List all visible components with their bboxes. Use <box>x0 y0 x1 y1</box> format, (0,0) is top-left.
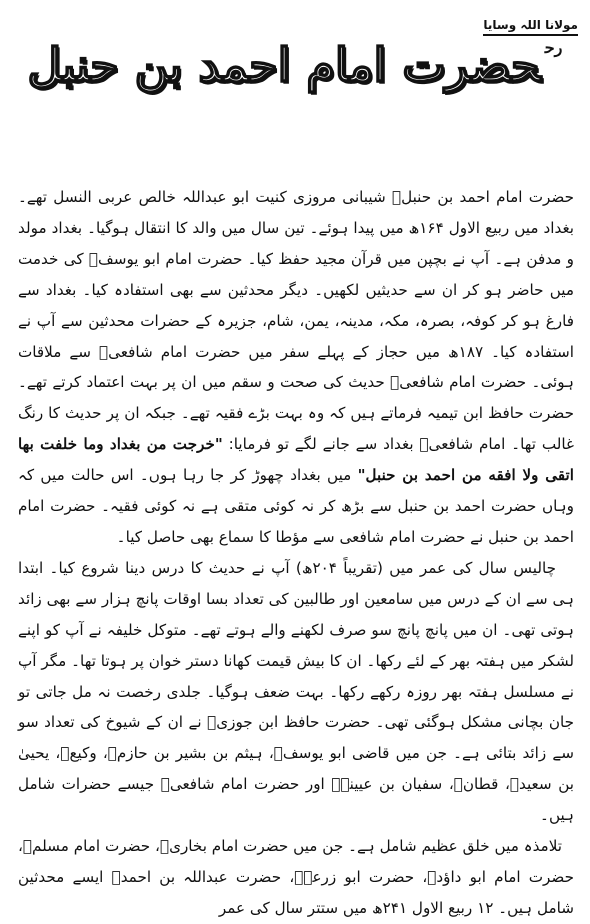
paragraph <box>18 553 574 831</box>
paragraph <box>18 182 574 553</box>
article-body <box>18 182 574 924</box>
paragraph-text: تلامذہ میں خلق عظیم شامل ہے۔ جن میں حضرت امام بخاریؒ، حضرت امام مسلمؒ، حضرت امام ابو داؤدؒ، حضرت ابو زرعہؒ، حضرت عبداللہ بن احمدؒ ایسے محدثین شامل ہیں۔ ۱۲ ربیع الاول ۲۴۱ھ میں ستتر سال کی عمر <box>18 837 574 917</box>
article-title-text: حضرت امام احمد بن حنبل <box>27 38 541 92</box>
article-title <box>28 38 563 92</box>
title-banner <box>0 38 590 92</box>
arabic-quote: "خرجت من بغداد وما خلفت بها اتقی ولا افقه من احمد بن حنبل" <box>18 435 574 485</box>
paragraph-text: میں بغداد چھوڑ کر جا رہا ہوں۔ اس حالت میں کہ وہاں حضرت احمد بن حنبل سے بڑھ کر نہ کوئی متقی ہے نہ کوئی فقیہ۔ حضرت امام احمد بن حنبل نے حضرت امام شافعی سے مؤطا کا سماع بھی حاصل کیا۔ <box>18 466 574 546</box>
title-honorific: رح <box>544 38 563 57</box>
paragraph-text: چالیس سال کی عمر میں (تقریباً ۲۰۴ھ) آپ نے حدیث کا درس دینا شروع کیا۔ ابتدا ہی سے ان کے درس میں سامعین اور طالبین کی تعداد بسا اوقات پانچ ہزار سے بھی زائد ہوتی تھی۔ ان میں پانچ پانچ سو صرف لکھنے والے ہوتے تھے۔ متوکل خلیفہ نے آپ کو اپنے لشکر میں ہفتہ بھر کے لئے رکھا۔ ان کا بیش قیمت کھانا دستر خوان پر ہوتا تھا۔ مگر آپ نے مسلسل ہفتہ بھر روزہ رکھے رکھا۔ بہت ضعف ہوگیا۔ جلدی رخصت نہ مل جاتی تو جان بچانی مشکل ہوگئی تھی۔ حضرت حافظ ابن جوزیؒ نے ان کے شیوخ کی تعداد سو سے زائد بتائی ہے۔ جن میں قاضی ابو یوسفؒ، ہیثم بن بشیر بن حازمؒ، وکیعؒ، یحییٰ بن سعیدؒ، قطانؒ، سفیان بن عیینہؒ اور حضرت امام شافعیؒ جیسے حضرات شامل ہیں۔ <box>18 558 574 825</box>
paragraph <box>18 831 574 924</box>
paragraph-text: حضرت امام احمد بن حنبلؒ شیبانی مروزی کنیت ابو عبداللہ خالص عربی النسل تھے۔ بغداد میں ربیع الاول ۱۶۴ھ میں پیدا ہوئے۔ تین سال میں والد کا انتقال ہوگیا۔ بغداد مولد و مدفن ہے۔ آپ نے بچپن میں قرآن مجید حفظ کیا۔ حضرت امام ابو یوسفؒ کی خدمت میں حاضر ہو کر ان سے حدیثیں لکھیں۔ دیگر محدثین سے بھی استفادہ کیا۔ بغداد سے فارغ ہو کر کوفہ، بصرہ، مکہ، مدینہ، یمن، شام، جزیرہ کے حضرات محدثین سے آپ نے استفادہ کیا۔ ۱۸۷ھ میں حجاز کے پہلے سفر میں حضرت امام شافعیؒ سے ملاقات ہوئی۔ حضرت امام شافعیؒ حدیث کی صحت و سقم میں ان پر بہت اعتماد کرتے تھے۔ حضرت حافظ ابن تیمیہ فرماتے ہیں کہ وہ بہت بڑے فقیہ تھے۔ جبکہ ان پر حدیث کا رنگ غالب تھا۔ امام شافعیؒ بغداد سے جانے لگے تو فرمایا: <box>18 188 575 454</box>
author-byline: مولانا اللہ وسایا <box>483 18 578 36</box>
